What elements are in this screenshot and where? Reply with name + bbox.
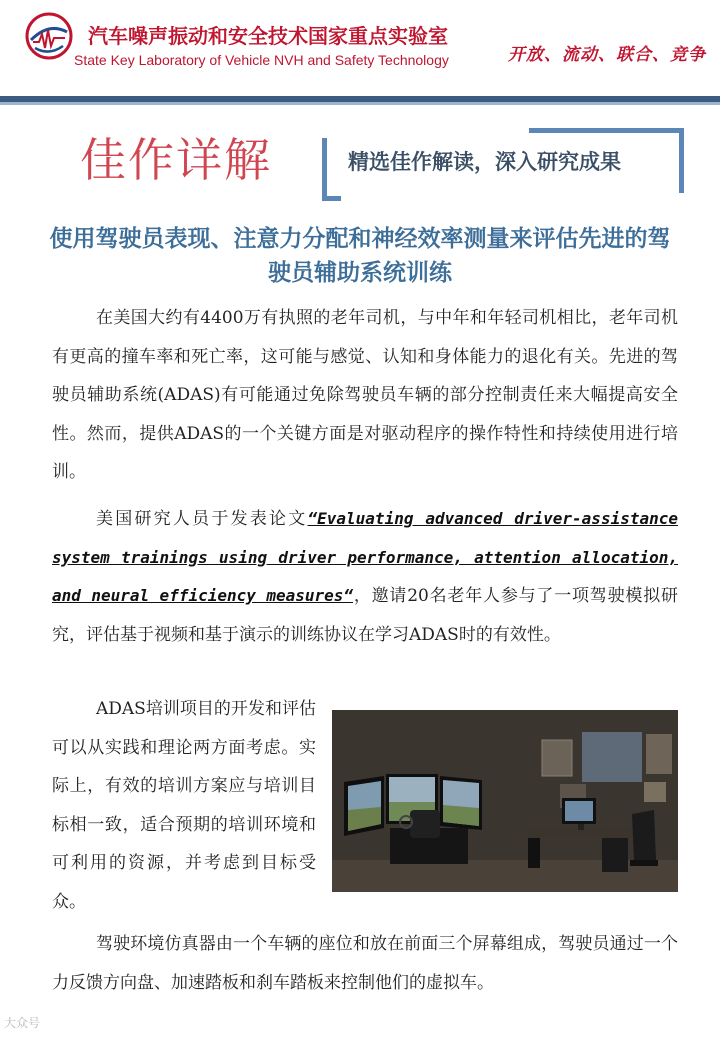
section-title: 佳作详解 bbox=[80, 133, 272, 187]
article-title: 使用驾驶员表现、注意力分配和神经效率测量来评估先进的驾驶员辅助系统训练 bbox=[49, 226, 671, 286]
paper-title-link[interactable]: “Evaluating advanced driver-assistance system trainings using driver performance, attention allocation, and neural efficiency measures“ bbox=[52, 509, 679, 605]
bracket-left-decoration bbox=[322, 138, 341, 201]
subtitle-box bbox=[322, 128, 684, 194]
section-subtitle: 精选佳作解读，深入研究成果 bbox=[348, 150, 621, 174]
lab-logo-icon bbox=[25, 12, 73, 60]
paragraph-4: 驾驶环境仿真器由一个车辆的座位和放在前面三个屏幕组成，驾驶员通过一个力反馈方向盘、加速踏板和刹车踏板来控制他们的虚拟车。 bbox=[52, 934, 678, 993]
paragraph-2 bbox=[52, 500, 678, 654]
watermark: 大众号 bbox=[4, 1016, 41, 1030]
paragraph-3: ADAS培训项目的开发和评估可以从实践和理论两方面考虑。实际上，有效的培训方案应与培训目标相一致，适合预期的培训环境和可利用的资源，并考虑到目标受众。 bbox=[52, 699, 316, 912]
paragraph-1: 在美国大约有4400万有执照的老年司机，与中年和年轻司机相比，老年司机有更高的撞车率和死亡率，这可能与感觉、认知和身体能力的退化有关。先进的驾驶员辅助系统(ADAS)有可能通过免除驾驶员车辆的部分控制责任来大幅提高安全性。然而，提供ADAS的一个关键方面是对驱动程序的操作特性和持续使用进行培训。 bbox=[52, 308, 678, 482]
driving-simulator-photo bbox=[332, 710, 678, 892]
lab-name-cn: 汽车噪声振动和安全技术国家重点实验室 bbox=[88, 24, 448, 48]
lab-name-en: State Key Laboratory of Vehicle NVH and Safety Technology bbox=[74, 52, 449, 68]
lab-slogan: 开放、流动、联合、竞争 bbox=[508, 45, 706, 65]
page-header bbox=[0, 0, 720, 92]
paragraph-2-suffix: ，邀请20名老年人参与了一项驾驶模拟研究，评估基于视频和基于演示的训练协议在学习ADAS时的有效性。 bbox=[52, 586, 678, 645]
paragraph-2-prefix: 美国研究人员于发表论文 bbox=[96, 509, 308, 529]
header-divider-light bbox=[0, 102, 720, 105]
